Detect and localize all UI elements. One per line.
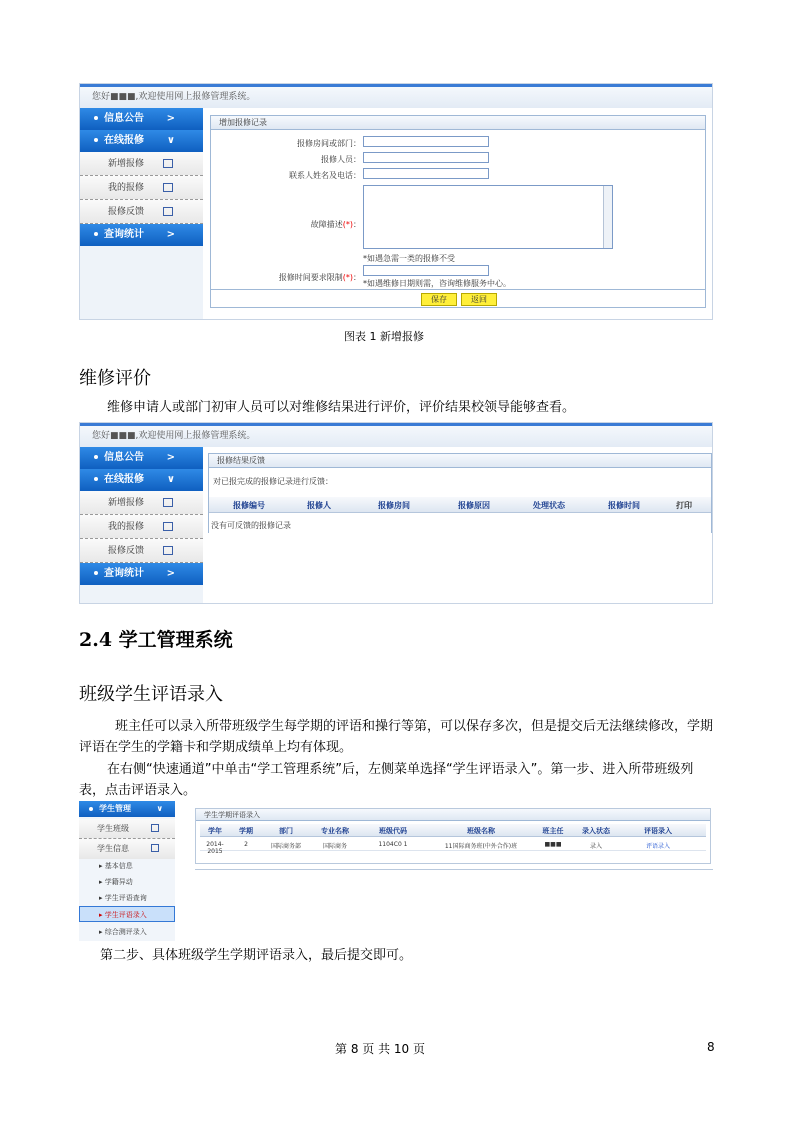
col-header: 报修时间: [608, 501, 640, 510]
panel-title: 报修结果反馈: [209, 454, 711, 468]
screenshot-new-repair: [79, 83, 713, 320]
col-header: 报修编号: [233, 501, 265, 510]
col-header: 学期: [239, 827, 253, 835]
document-icon: [163, 498, 173, 507]
bullet-icon: [94, 116, 98, 120]
menu-repair-feedback[interactable]: 报修反馈: [80, 539, 203, 563]
comment-panel: [195, 808, 711, 864]
feedback-icon: [163, 207, 173, 216]
document-icon: [151, 824, 159, 832]
col-header: 班主任: [542, 827, 564, 835]
menu-evaluation-entry[interactable]: ▸ 综合测评录入: [99, 928, 147, 936]
page-number: 8: [707, 1040, 715, 1054]
panel-title: 增加报修记录: [211, 116, 705, 130]
bullet-icon: [94, 455, 98, 459]
menu-basic-info[interactable]: ▸ 基本信息: [99, 862, 133, 870]
paragraph-comment-2: 在右侧“快速通道”中单击“学工管理系统”后，左侧菜单选择“学生评语录入”。第一步、进入所带班级列表，点击评语录入。: [79, 762, 694, 798]
col-header: 班级代码: [379, 827, 407, 835]
menu-online-repair[interactable]: 在线报修 ∨: [80, 130, 203, 152]
textarea-scrollbar[interactable]: [603, 186, 612, 248]
document-icon: [163, 159, 173, 168]
paragraph-step2: 第二步、具体班级学生学期评语录入，最后提交即可。: [100, 948, 413, 963]
section-heading-repair-eval: 维修评价: [79, 368, 151, 389]
time-label: 报修时间要求限制(*)：: [278, 273, 361, 282]
section-heading-2-4: 2.4 学工管理系统: [79, 629, 233, 651]
person-label: 报修人员：: [321, 155, 361, 164]
menu-student-management[interactable]: 学生管理 ∨: [79, 801, 175, 817]
panel-title: 学生学期评语录入: [196, 809, 710, 821]
list-icon: [163, 183, 173, 192]
menu-new-repair[interactable]: 新增报修: [80, 152, 203, 176]
time-input[interactable]: [363, 265, 489, 276]
col-header: 处理状态: [533, 501, 565, 510]
col-header: 录入状态: [582, 827, 610, 835]
paragraph-eval: 维修申请人或部门初审人员可以对维修结果进行评价，评价结果校领导能够查看。: [107, 400, 576, 415]
col-header: 学年: [208, 827, 222, 835]
time-note: *如遇维修日期则需，咨询维修服务中心。: [363, 279, 511, 288]
menu-new-repair[interactable]: 新增报修: [80, 491, 203, 515]
chevron-right-icon: >: [166, 568, 175, 579]
col-header: 专业名称: [321, 827, 349, 835]
empty-message: 没有可反馈的报修记录: [211, 521, 291, 530]
table-header: [200, 824, 706, 837]
menu-query-stats[interactable]: 查询统计 >: [80, 563, 203, 585]
chevron-right-icon: >: [166, 113, 175, 124]
col-header: 报修房间: [378, 501, 410, 510]
menu-student-info[interactable]: 学生信息: [79, 839, 175, 859]
menu-status-change[interactable]: ▸ 学籍异动: [99, 878, 133, 886]
menu-my-repair[interactable]: 我的报修: [80, 515, 203, 539]
bullet-icon: [94, 477, 98, 481]
person-input[interactable]: [363, 152, 489, 163]
add-repair-panel: [210, 115, 706, 308]
phone-input[interactable]: [363, 168, 489, 179]
bullet-icon: [94, 571, 98, 575]
screenshot-student-comments: [79, 801, 713, 941]
chevron-right-icon: >: [166, 229, 175, 240]
col-header: 班级名称: [467, 827, 495, 835]
welcome-bar: 您好■■■,欢迎使用网上报修管理系统。: [80, 84, 712, 108]
table-header: [209, 497, 711, 513]
phone-label: 联系人姓名及电话：: [289, 171, 361, 180]
reason-textarea[interactable]: [363, 185, 613, 249]
col-header: 报修原因: [458, 501, 490, 510]
figure-caption: 图表 1 新增报修: [344, 330, 424, 343]
dept-input[interactable]: [363, 136, 489, 147]
paragraph-comment-1: 班主任可以录入所带班级学生每学期的评语和操行等第，可以保存多次，但是提交后无法继续修改，学期评语在学生的学籍卡和学期成绩单上均有体现。: [79, 719, 714, 755]
bullet-icon: [94, 138, 98, 142]
dept-label: 报修房间或部门：: [297, 139, 361, 148]
chevron-right-icon: >: [166, 452, 175, 463]
section-heading-comment: 班级学生评语录入: [79, 684, 223, 705]
reason-note: *如遇急需一类的报修不受: [363, 254, 455, 263]
feedback-hint: 对已报完成的报修记录进行反馈：: [213, 477, 333, 486]
table-row: 2014-2015 2 国际商务部 国际商务 1104C0 1 11国际商务班(中外合作)班 ■■■ 录入 评语录入: [200, 839, 706, 851]
comment-entry-link[interactable]: 评语录入: [645, 843, 670, 850]
col-header: 打印: [676, 501, 692, 510]
menu-online-repair[interactable]: 在线报修 ∨: [80, 469, 203, 491]
document-icon: [151, 844, 159, 852]
menu-info[interactable]: 信息公告 >: [80, 447, 203, 469]
back-button[interactable]: 返回: [461, 293, 497, 306]
welcome-bar: 您好■■■,欢迎使用网上报修管理系统。: [80, 423, 712, 447]
menu-repair-feedback[interactable]: 报修反馈: [80, 200, 203, 224]
reason-label: 故障描述(*)：: [310, 220, 361, 229]
screenshot-repair-feedback: [79, 422, 713, 604]
page-footer: 第 8 页 共 10 页: [335, 1042, 425, 1056]
divider: [195, 869, 713, 870]
menu-comment-entry[interactable]: ▸ 学生评语录入: [79, 906, 175, 922]
menu-student-class[interactable]: 学生班级: [79, 819, 175, 839]
col-header: 评语录入: [644, 827, 672, 835]
feedback-icon: [163, 546, 173, 555]
menu-info[interactable]: 信息公告 >: [80, 108, 203, 130]
menu-my-repair[interactable]: 我的报修: [80, 176, 203, 200]
bullet-icon: [89, 807, 93, 811]
bullet-icon: [94, 232, 98, 236]
col-header: 部门: [279, 827, 293, 835]
menu-comment-query[interactable]: ▸ 学生评语查询: [99, 894, 147, 902]
feedback-panel: [208, 453, 712, 533]
chevron-down-icon: ∨: [166, 135, 175, 146]
col-header: 报修人: [307, 501, 331, 510]
menu-query-stats[interactable]: 查询统计 >: [80, 224, 203, 246]
save-button[interactable]: 保存: [421, 293, 457, 306]
chevron-down-icon: ∨: [156, 804, 163, 813]
list-icon: [163, 522, 173, 531]
chevron-down-icon: ∨: [166, 474, 175, 485]
